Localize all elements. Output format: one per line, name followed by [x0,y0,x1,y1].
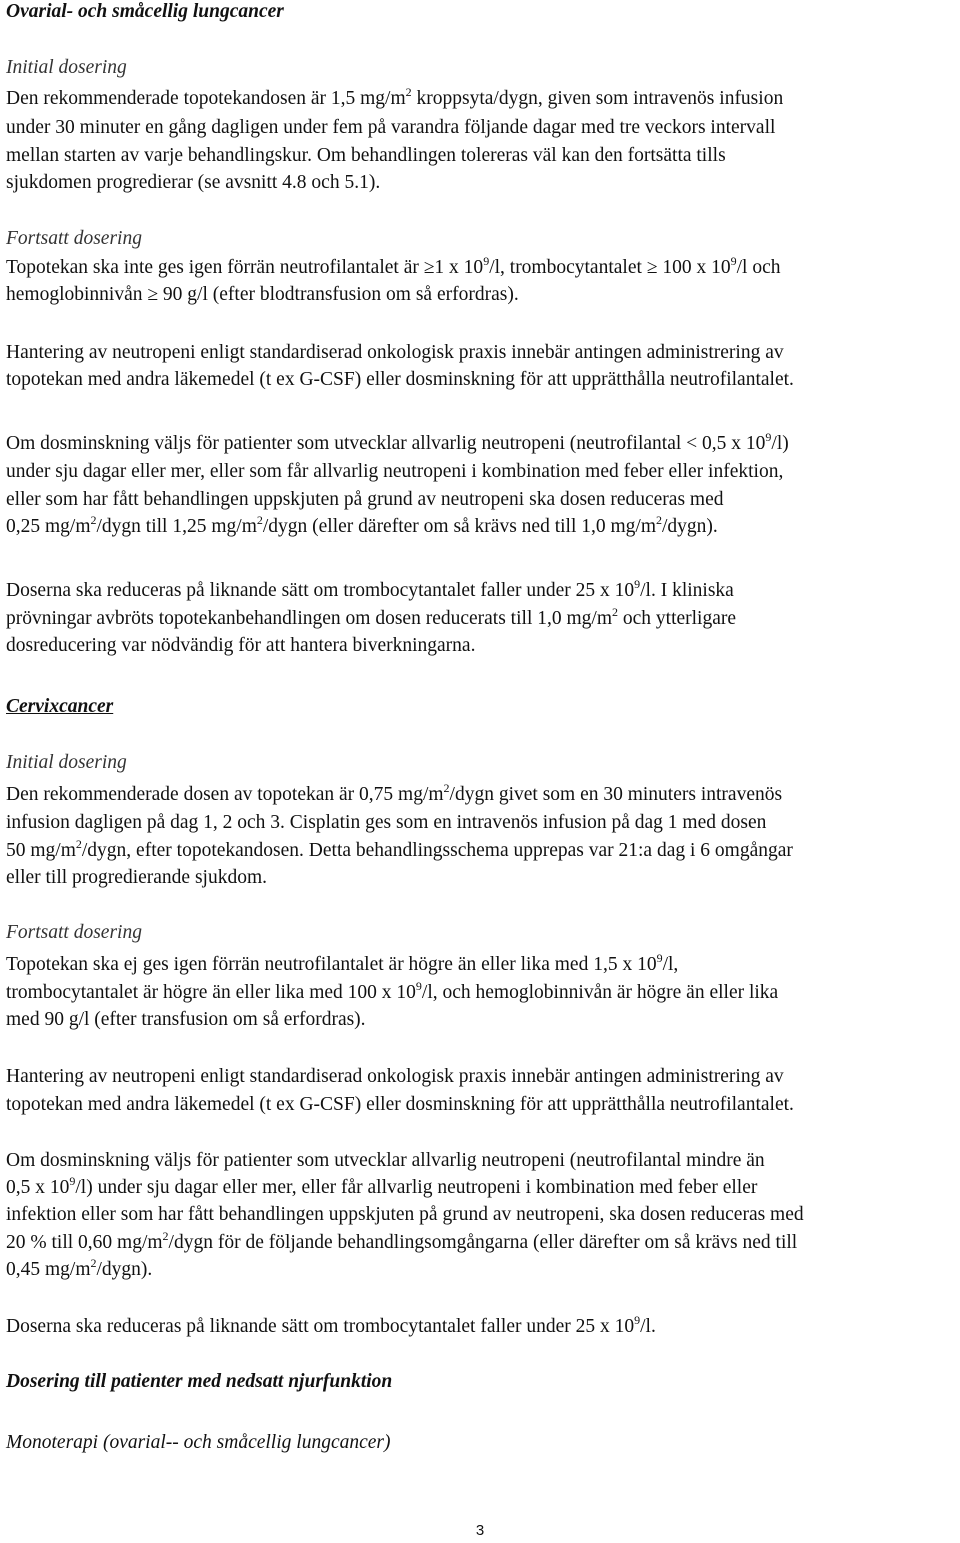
subheading-fortsatt-dosering: Fortsatt dosering [6,922,142,943]
paragraph-line: topotekan med andra läkemedel (t ex G-CSF) eller dosminskning för att upprätthålla neutrofilantalet. [6,1094,794,1115]
paragraph-line: under 30 minuter en gång dagligen under fem på varandra följande dagar med tre veckors intervall [6,117,776,138]
paragraph-line: topotekan med andra läkemedel (t ex G-CSF) eller dosminskning för att upprätthålla neutrofilantalet. [6,369,794,390]
paragraph-line: Den rekommenderade topotekandosen är 1,5 $mg/m^2$ kroppsyta/dygn, given som intravenös infusion [6,85,784,109]
paragraph-line: 0,5 x $10^9/l$) under sju dagar eller mer, eller får allvarlig neutropeni i kombination med feber eller [6,1174,758,1198]
paragraph-line: 0,25 $mg/m^2$/dygn till 1,25 $mg/m^2$/dygn (eller därefter om så krävs ned till 1,0 $mg/m^2/dygn$). [6,513,718,537]
paragraph-line: Den rekommenderade dosen av topotekan är 0,75 $mg/m^2$/dygn givet som en 30 minuters intravenös [6,781,783,805]
subheading-initial-dosering: Initial dosering [6,57,127,78]
paragraph-line: Topotekan ska ej ges igen förrän neutrofilantalet är högre än eller lika med 1,5 x $10^9/l$, [6,951,679,975]
paragraph-line: dosreducering var nödvändig för att hantera biverkningarna. [6,635,476,656]
paragraph-line: infusion dagligen på dag 1, 2 och 3. Cisplatin ges som en intravenös infusion på dag 1 med dosen [6,812,767,833]
section-heading-njurfunktion: Dosering till patienter med nedsatt njurfunktion [6,1371,393,1392]
paragraph-line: Doserna ska reduceras på liknande sätt om trombocytantalet faller under 25 x $10^9/l$. I kliniska [6,577,734,601]
paragraph-line: eller som har fått behandlingen uppskjuten på grund av neutropeni ska dosen reduceras med [6,489,724,510]
paragraph-line: hemoglobinnivån ≥ 90 g/l (efter blodtransfusion om så erfordras). [6,284,519,305]
paragraph-line: 20 % till 0,60 $mg/m^2$/dygn för de följande behandlingsomgångarna (eller därefter om så krävs ned till [6,1229,798,1253]
paragraph-line: mellan starten av varje behandlingskur. Om behandlingen tolereras väl kan den fortsätta tills [6,145,726,166]
section-heading-ovarial: Ovarial- och småcellig lungcancer [6,1,284,22]
paragraph-line: infektion eller som har fått behandlingen uppskjuten på grund av neutropeni, ska dosen reduceras med [6,1204,804,1225]
paragraph-line: Hantering av neutropeni enligt standardiserad onkologisk praxis innebär antingen administrering av [6,342,784,363]
paragraph-line: eller till progredierande sjukdom. [6,867,268,888]
paragraph-line: med 90 g/l (efter transfusion om så erfordras). [6,1009,366,1030]
paragraph-line: Topotekan ska inte ges igen förrän neutrofilantalet är ≥1 x $10^9/l$, trombocytantalet ≥ 100 x $10^9/l$ och [6,254,781,278]
paragraph-line: 0,45 $mg/m^2/dygn$). [6,1256,153,1280]
paragraph-line: sjukdomen progredierar (se avsnitt 4.8 och 5.1). [6,172,381,193]
section-heading-cervix: Cervixcancer [6,696,114,717]
paragraph-line: Om dosminskning väljs för patienter som utvecklar allvarlig neutropeni (neutrofilantal mindre än [6,1150,765,1171]
paragraph-line: Hantering av neutropeni enligt standardiserad onkologisk praxis innebär antingen administrering av [6,1066,784,1087]
paragraph-line: 50 $mg/m^2$/dygn, efter topotekandosen. Detta behandlingsschema upprepas var 21:a dag i 6 omgångar [6,837,793,861]
paragraph-line: Om dosminskning väljs för patienter som utvecklar allvarlig neutropeni (neutrofilantal < 0,5 x $10^9/l$) [6,430,789,454]
paragraph-line: under sju dagar eller mer, eller som får allvarlig neutropeni i kombination med feber eller infektion, [6,461,784,482]
subheading-initial-dosering: Initial dosering [6,752,127,773]
paragraph-line: prövningar avbröts topotekanbehandlingen om dosen reducerats till 1,0 $mg/m^2$ och ytterligare [6,605,737,629]
subheading-monoterapi: Monoterapi (ovarial-- och småcellig lungcancer) [6,1432,391,1453]
paragraph-line: trombocytantalet är högre än eller lika med 100 x $10^9/l$, och hemoglobinnivån är högre än eller lika [6,979,779,1003]
page-number: 3 [475,1522,485,1539]
paragraph-line: Doserna ska reduceras på liknande sätt om trombocytantalet faller under 25 x $10^9/l$. [6,1313,656,1337]
subheading-fortsatt-dosering: Fortsatt dosering [6,228,142,249]
